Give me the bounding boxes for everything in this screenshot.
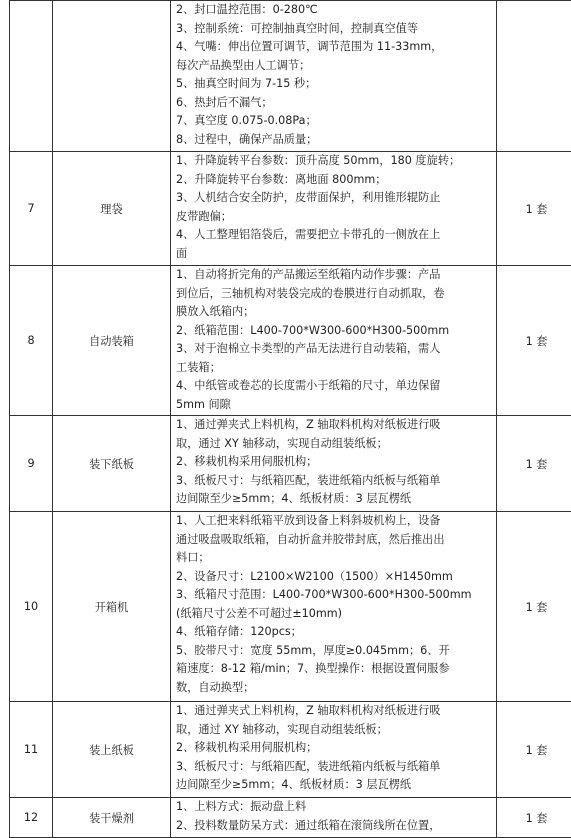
spec-line: 4、气嘴：伸出位置可调节，调节范围为 11-33mm，	[176, 38, 492, 57]
spec-line: 2、纸箱范围：L400-700*W300-600*H300-500mm	[176, 322, 492, 341]
table-row	[10, 416, 571, 512]
row-number: 7	[10, 152, 53, 266]
equipment-name: 装干燥剂	[53, 798, 171, 838]
equipment-name: 装下纸板	[53, 416, 171, 512]
spec-line: 6、热封后不漏气；	[176, 94, 492, 113]
spec-line: 2、升降旋转平台参数：离地面 800mm；	[176, 171, 492, 190]
spec-line: 3、人机结合安全防护，皮带面保护，利用锥形辊防止	[176, 189, 492, 208]
equipment-name: 理袋	[53, 152, 171, 266]
spec-cell	[171, 416, 497, 512]
table-row	[10, 512, 571, 702]
spec-line: 7、真空度 0.075-0.08Pa；	[176, 112, 492, 131]
table-body	[10, 1, 571, 838]
spec-line: 面	[176, 245, 492, 264]
row-number: 12	[10, 798, 53, 838]
spec-line: 2、投料数量防呆方式：通过纸箱在滚筒线所在位置，	[176, 817, 492, 836]
spec-cell	[171, 702, 497, 798]
spec-line: 2、设备尺寸：L2100×W2100（1500）×H1450mm	[176, 568, 492, 587]
table-row	[10, 798, 571, 838]
spec-line: 取，通过 XY 轴移动，实现自动组装纸板；	[176, 721, 492, 740]
row-number: 9	[10, 416, 53, 512]
row-number: 10	[10, 512, 53, 702]
spec-cell	[171, 798, 497, 838]
spec-line: 1、上料方式：振动盘上料	[176, 798, 492, 817]
spec-line: 通过吸盘吸取纸箱，自动折盒并胶带封底，然后推出出	[176, 531, 492, 550]
equipment-name: 自动装箱	[53, 266, 171, 416]
row-number	[10, 1, 53, 152]
spec-line: 3、纸板尺寸：与纸箱匹配，装进纸箱内纸板与纸箱单	[176, 758, 492, 777]
spec-line: 到位后，三轴机构对装袋完成的卷膜进行自动抓取，卷	[176, 285, 492, 304]
equipment-spec-table	[9, 0, 571, 838]
table-row	[10, 152, 571, 266]
spec-line: 1、人工把来料纸箱平放到设备上料斜坡机构上，设备	[176, 512, 492, 531]
spec-cell	[171, 152, 497, 266]
spec-line: 3、纸箱尺寸范围：L400-700*W300-600*H300-500mm	[176, 586, 492, 605]
spec-line: 边间隙至少≥5mm；4、纸板材质：3 层瓦楞纸	[176, 776, 492, 795]
quantity: 1 套	[497, 512, 571, 702]
spec-line: 2、移栽机构采用伺服机构；	[176, 739, 492, 758]
spec-line: 料口；	[176, 549, 492, 568]
table-row	[10, 1, 571, 152]
quantity: 1 套	[497, 152, 571, 266]
quantity: 1 套	[497, 798, 571, 838]
quantity: 1 套	[497, 702, 571, 798]
spec-cell	[171, 512, 497, 702]
spec-line: (纸箱尺寸公差不可超过±10mm)	[176, 605, 492, 624]
spec-line: 8、过程中，确保产品质量；	[176, 131, 492, 150]
spec-cell	[171, 266, 497, 416]
spec-line: 边间隙至少≥5mm；4、纸板材质：3 层瓦楞纸	[176, 490, 492, 509]
spec-line: 4、人工整理铝箔袋后，需要把立卡带孔的一侧放在上	[176, 226, 492, 245]
row-number: 11	[10, 702, 53, 798]
spec-line: 4、中纸管或卷芯的长度需小于纸箱的尺寸，单边保留	[176, 377, 492, 396]
spec-line: 5、胶带尺寸：宽度 55mm，厚度≥0.045mm；6、开	[176, 642, 492, 661]
spec-line: 皮带跑偏；	[176, 208, 492, 227]
table-row	[10, 266, 571, 416]
spec-line: 1、自动将折完角的产品搬运至纸箱内动作步骤：产品	[176, 266, 492, 285]
spec-line: 5mm 间隙	[176, 396, 492, 415]
spec-line: 1、通过弹夹式上料机构，Z 轴取料机构对纸板进行吸	[176, 702, 492, 721]
spec-line: 取，通过 XY 轴移动，实现自动组装纸板；	[176, 435, 492, 454]
quantity: 1 套	[497, 266, 571, 416]
spec-line: 1、通过弹夹式上料机构，Z 轴取料机构对纸板进行吸	[176, 416, 492, 435]
spec-line: 3、纸板尺寸：与纸箱匹配，装进纸箱内纸板与纸箱单	[176, 472, 492, 491]
quantity	[497, 1, 571, 152]
spec-line: 1、升降旋转平台参数：顶升高度 50mm，180 度旋转；	[176, 152, 492, 171]
spec-line: 5、抽真空时间为 7-15 秒；	[176, 75, 492, 94]
spec-line: 2、移栽机构采用伺服机构；	[176, 453, 492, 472]
spec-line: 数，自动换型；	[176, 679, 492, 698]
quantity: 1 套	[497, 416, 571, 512]
spec-cell	[171, 1, 497, 152]
row-number: 8	[10, 266, 53, 416]
table-row	[10, 702, 571, 798]
spec-line: 3、对于泡棉立卡类型的产品无法进行自动装箱，需人	[176, 340, 492, 359]
spec-line: 4、纸箱存储：120pcs；	[176, 623, 492, 642]
spec-line: 膜放入纸箱内；	[176, 303, 492, 322]
spec-line: 2、封口温控范围：0-280℃	[176, 1, 492, 20]
spec-line: 箱速度：8-12 箱/min；7、换型操作：根据设置伺服参	[176, 660, 492, 679]
spec-line: 每次产品换型由人工调节；	[176, 57, 492, 76]
equipment-name: 装上纸板	[53, 702, 171, 798]
spec-line: 3、控制系统：可控制抽真空时间，控制真空值等	[176, 20, 492, 39]
equipment-name: 开箱机	[53, 512, 171, 702]
spec-line: 工装箱；	[176, 359, 492, 378]
equipment-name	[53, 1, 171, 152]
